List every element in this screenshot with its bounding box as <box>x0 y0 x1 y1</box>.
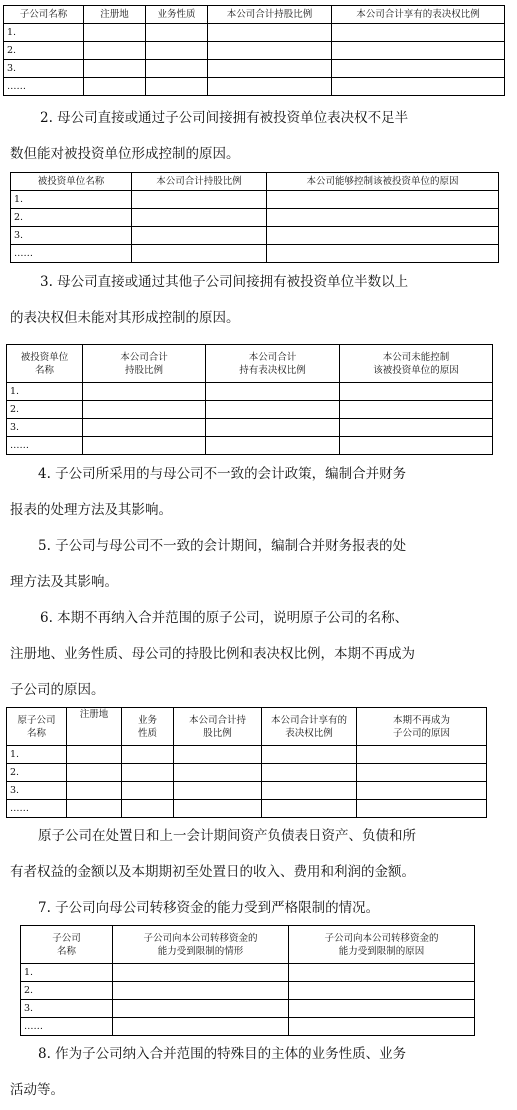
paragraph-disposal-line-1: 原子公司在处置日和上一会计期间资产负债表日资产、负债和所 <box>38 828 416 844</box>
table-header: 本公司合计持股比例 <box>208 6 332 24</box>
table-row: …… <box>11 245 499 263</box>
table-fund-transfer-restrictions <box>20 925 475 1036</box>
paragraph-2-line-2: 数但能对被投资单位形成控制的原因。 <box>10 146 240 162</box>
paragraph-2-line-1: 2. 母公司直接或通过子公司间接拥有被投资单位表决权不足半 <box>40 110 409 126</box>
table-row: 2. <box>7 764 487 782</box>
table-no-control-over-half <box>6 344 493 455</box>
paragraph-6-line-3: 子公司的原因。 <box>10 682 105 698</box>
table-header: 子公司 名称 <box>21 926 113 964</box>
table-header: 子公司名称 <box>4 6 84 24</box>
table-header: 本公司合计持股比例 <box>132 173 267 191</box>
paragraph-3-line-1: 3. 母公司直接或通过其他子公司间接拥有被投资单位半数以上 <box>40 274 409 290</box>
paragraph-4-line-1: 4. 子公司所采用的与母公司不一致的会计政策，编制合并财务 <box>38 466 407 482</box>
table-header: 业务 性质 <box>122 708 174 746</box>
table-row: 1. <box>21 964 475 982</box>
table-row: 2. <box>21 982 475 1000</box>
table-row: …… <box>7 800 487 818</box>
table-header: 本公司合计享有的表决权比例 <box>332 6 505 24</box>
paragraph-3-line-2: 的表决权但未能对其形成控制的原因。 <box>10 310 240 326</box>
paragraph-4-line-2: 报表的处理方法及其影响。 <box>10 502 172 518</box>
paragraph-disposal-line-2: 有者权益的金额以及本期期初至处置日的收入、费用和利润的金额。 <box>10 864 415 880</box>
table-row: 1. <box>7 383 493 401</box>
table-row: 2. <box>11 209 499 227</box>
paragraph-7-line-1: 7. 子公司向母公司转移资金的能力受到严格限制的情况。 <box>38 900 380 916</box>
paragraph-5-line-2: 理方法及其影响。 <box>10 574 118 590</box>
paragraph-5-line-1: 5. 子公司与母公司不一致的会计期间，编制合并财务报表的处 <box>38 538 407 554</box>
table-header: 本公司合计持 股比例 <box>174 708 262 746</box>
table-row: 1. <box>11 191 499 209</box>
paragraph-6-line-1: 6. 本期不再纳入合并范围的原子公司，说明原子公司的名称、 <box>40 610 409 626</box>
table-header: 业务性质 <box>146 6 208 24</box>
table-control-less-than-half <box>10 172 499 263</box>
table-row: …… <box>4 78 505 96</box>
table-row: 3. <box>11 227 499 245</box>
paragraph-8-line-2: 活动等。 <box>10 1082 64 1098</box>
table-row: 2. <box>7 401 493 419</box>
table-header: 被投资单位名称 <box>11 173 132 191</box>
table-header: 被投资单位 名称 <box>7 345 83 383</box>
table-row: 3. <box>21 1000 475 1018</box>
table-header: 本期不再成为 子公司的原因 <box>357 708 487 746</box>
table-header: 本公司未能控制 该被投资单位的原因 <box>340 345 493 383</box>
table-header: 本公司能够控制该被投资单位的原因 <box>267 173 499 191</box>
table-row: 2. <box>4 42 505 60</box>
paragraph-8-line-1: 8. 作为子公司纳入合并范围的特殊目的主体的业务性质、业务 <box>38 1046 407 1062</box>
table-deconsolidated-subsidiaries <box>6 707 487 818</box>
table-subsidiaries <box>3 5 505 96</box>
table-row: 3. <box>4 60 505 78</box>
table-header: 注册地 <box>84 6 146 24</box>
table-header: 子公司向本公司转移资金的 能力受到限制的情形 <box>113 926 289 964</box>
table-header: 原子公司 名称 <box>7 708 67 746</box>
table-row: 1. <box>7 746 487 764</box>
table-header: 本公司合计 持股比例 <box>83 345 206 383</box>
table-row: …… <box>21 1018 475 1036</box>
table-row: …… <box>7 437 493 455</box>
paragraph-6-line-2: 注册地、业务性质、母公司的持股比例和表决权比例，本期不再成为 <box>10 646 415 662</box>
table-header: 子公司向本公司转移资金的 能力受到限制的原因 <box>289 926 475 964</box>
table-row: 1. <box>4 24 505 42</box>
table-row: 3. <box>7 419 493 437</box>
table-row: 3. <box>7 782 487 800</box>
table-header: 本公司合计享有的 表决权比例 <box>262 708 357 746</box>
table-header: 本公司合计 持有表决权比例 <box>206 345 340 383</box>
table-header: 注册地 <box>67 708 122 746</box>
